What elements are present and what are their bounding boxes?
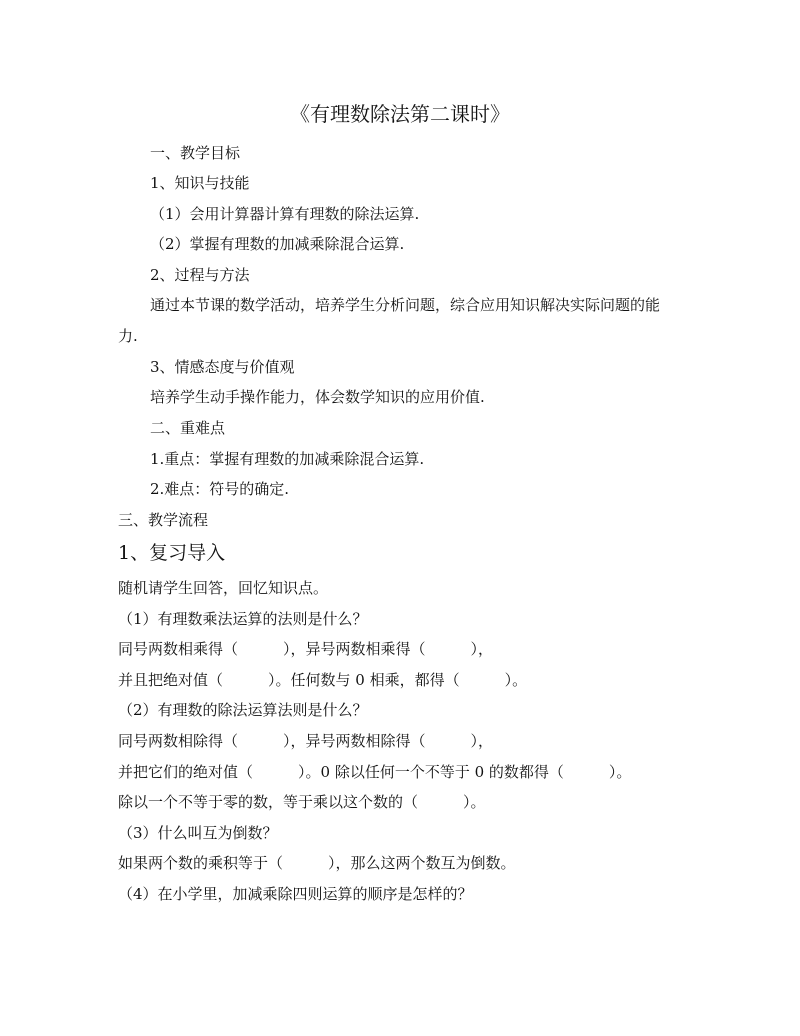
subheading-attitude-values: 3、情感态度与价值观 [150, 358, 295, 376]
question-2: （2）有理数的除法运算法则是什么？ [118, 701, 368, 719]
question-1-line-2: 并且把绝对值（ ）。任何数与 0 相乘，都得（ ）。 [118, 671, 528, 689]
question-1-line-1: 同号两数相乘得（ ），异号两数相乘得（ ）， [118, 640, 494, 658]
question-3-line-1: 如果两个数的乘积等于（ ），那么这两个数互为倒数。 [118, 854, 516, 872]
paragraph-process: 通过本节课的数学活动，培养学生分析问题，综合应用知识解决实际问题的能 [150, 296, 661, 314]
document-title: 《有理数除法第二课时》 [290, 102, 510, 126]
section-heading-objectives: 一、教学目标 [150, 144, 241, 162]
section-heading-teaching-process: 三、教学流程 [118, 511, 209, 529]
section-heading-key-points: 二、重难点 [150, 419, 226, 437]
subheading-process-method: 2、过程与方法 [150, 266, 250, 284]
paragraph-review: 随机请学生回答，回忆知识点。 [118, 579, 329, 597]
objective-item-2: （2）掌握有理数的加减乘除混合运算. [150, 235, 405, 253]
question-4: （4）在小学里，加减乘除四则运算的顺序是怎样的？ [118, 885, 473, 903]
question-2-line-3: 除以一个不等于零的数，等于乘以这个数的（ ）。 [118, 793, 486, 811]
subheading-review-intro: 1、复习导入 [118, 542, 226, 564]
difficult-point: 2.难点：符号的确定. [150, 480, 290, 498]
question-2-line-2: 并把它们的绝对值（ ）。0 除以任何一个不等于 0 的数都得（ ）。 [118, 763, 632, 781]
paragraph-process-continued: 力. [118, 327, 138, 345]
question-1: （1）有理数乘法运算的法则是什么？ [118, 610, 368, 628]
paragraph-attitude: 培养学生动手操作能力，体会数学知识的应用价值. [150, 388, 485, 406]
question-3: （3）什么叫互为倒数？ [118, 824, 278, 842]
objective-item-1: （1）会用计算器计算有理数的除法运算. [150, 205, 420, 223]
subheading-knowledge-skills: 1、知识与技能 [150, 174, 250, 192]
question-2-line-1: 同号两数相除得（ ），异号两数相除得（ ）， [118, 732, 494, 750]
key-point: 1.重点：掌握有理数的加减乘除混合运算. [150, 450, 425, 468]
